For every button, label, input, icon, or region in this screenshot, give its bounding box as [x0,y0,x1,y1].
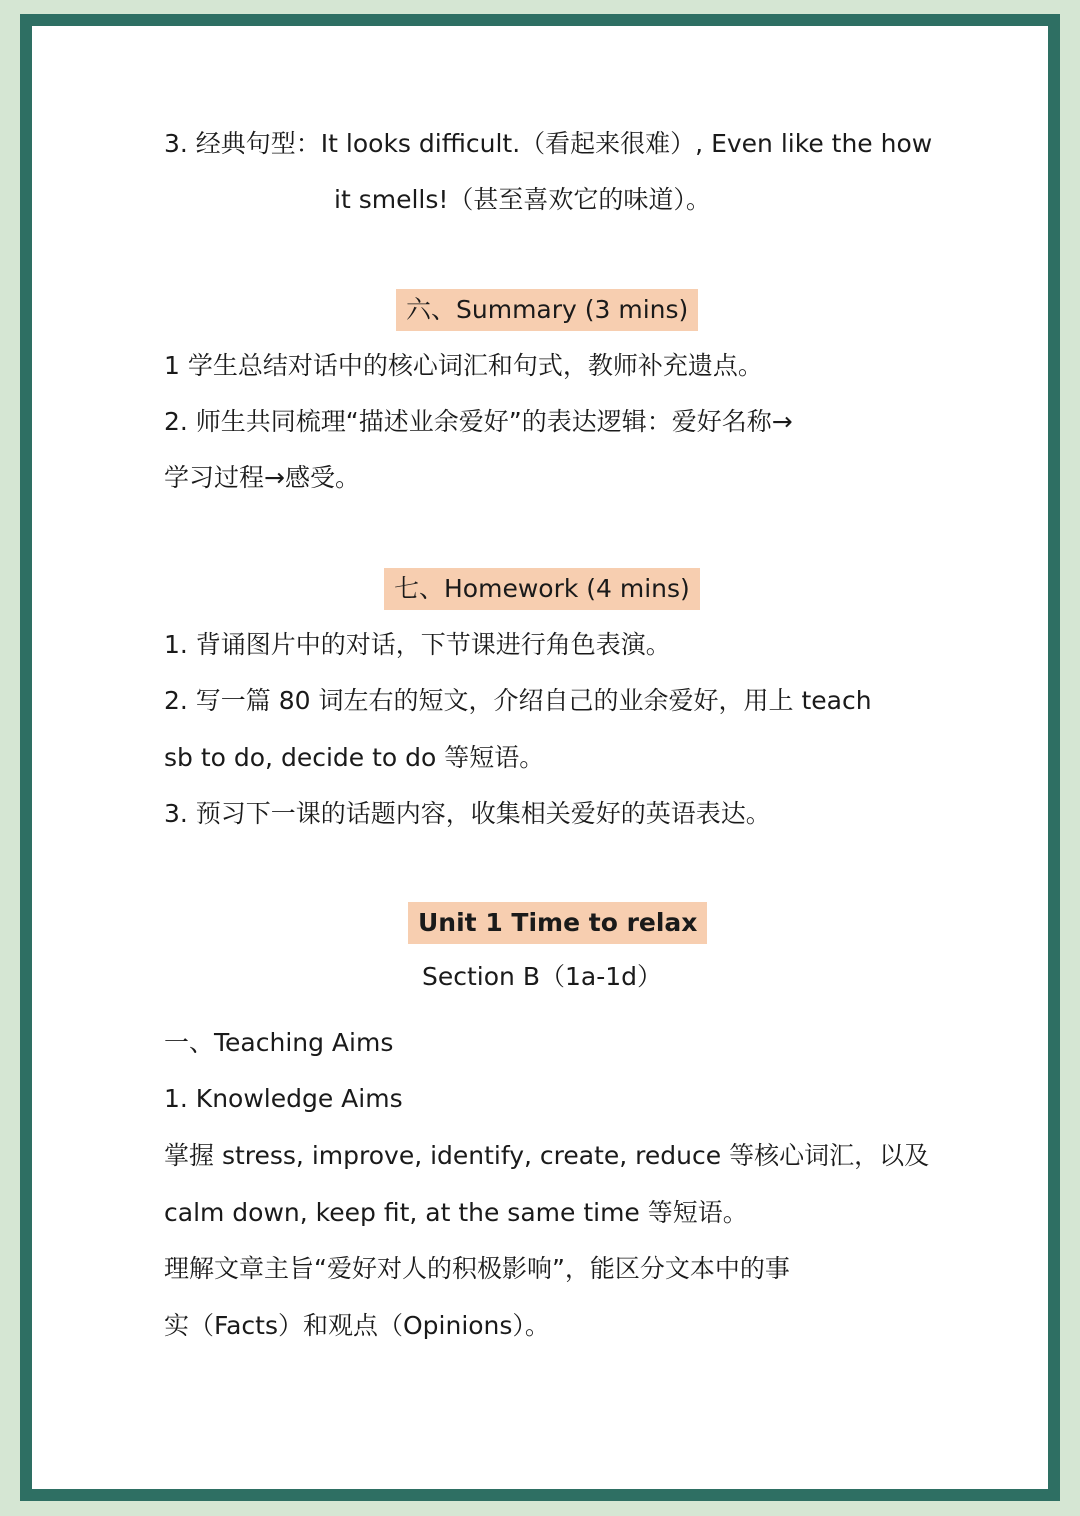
unit-title: Unit 1 Time to relax [408,902,707,944]
homework-item-2-cont: sb to do, decide to do 等短语。 [164,743,545,772]
homework-item-3: 3. 预习下一课的话题内容，收集相关爱好的英语表达。 [164,799,771,828]
section-title: Section B（1a-1d） [422,962,663,991]
homework-item-2: 2. 写一篇 80 词左右的短文，介绍自己的业余爱好，用上 teach [164,686,872,715]
summary-heading: 六、Summary (3 mins) [396,289,698,331]
teaching-aims-heading: 一、Teaching Aims [164,1028,394,1057]
knowledge-aim-2-cont: 实（Facts）和观点（Opinions）。 [164,1311,550,1340]
knowledge-aim-1: 掌握 stress, improve, identify, create, reduce 等核心词汇，以及 [164,1141,930,1170]
knowledge-aims-heading: 1. Knowledge Aims [164,1084,403,1113]
homework-item-1: 1. 背诵图片中的对话，下节课进行角色表演。 [164,630,671,659]
knowledge-aim-2: 理解文章主旨“爱好对人的积极影响”，能区分文本中的事 [164,1254,790,1283]
summary-item-2-cont: 学习过程→感受。 [164,463,360,492]
knowledge-aim-1-cont: calm down, keep fit, at the same time 等短语。 [164,1198,748,1227]
sentence-pattern-line: 3. 经典句型：It looks difficult.（看起来很难）, Even like the how [164,129,933,158]
sentence-pattern-line-cont: it smells!（甚至喜欢它的味道）。 [334,185,711,214]
summary-item-2: 2. 师生共同梳理“描述业余爱好”的表达逻辑：爱好名称→ [164,407,793,436]
summary-item-1: 1 学生总结对话中的核心词汇和句式，教师补充遗点。 [164,351,763,380]
homework-heading: 七、Homework (4 mins) [384,568,700,610]
